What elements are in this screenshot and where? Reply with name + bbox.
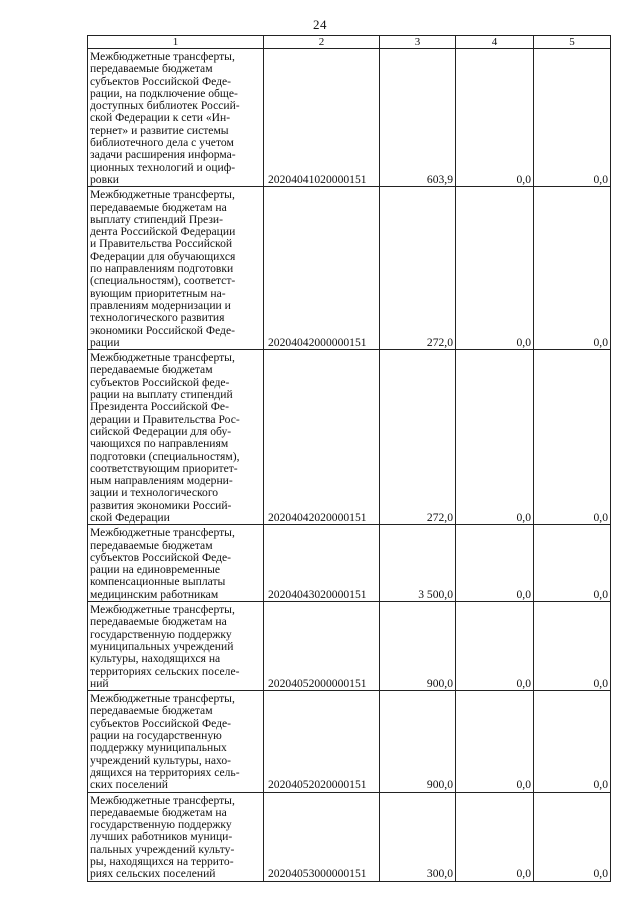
transfer-name-cell <box>88 350 264 525</box>
transfer-name-line: передаваемые бюджетам <box>90 704 213 718</box>
transfer-name-line: задачи расширения информа- <box>90 148 236 162</box>
amount-col-5-cell: 0,0 <box>534 792 611 881</box>
table-row <box>88 525 611 602</box>
page-number: 24 <box>313 17 327 32</box>
transfer-name-line: пальных учреждений культу- <box>90 842 235 856</box>
transfer-name-line: поддержку муниципальных <box>90 741 227 755</box>
table-header <box>88 36 611 49</box>
table-row <box>88 187 611 350</box>
budget-code-cell: 20204042000000151 <box>264 187 380 350</box>
transfer-name-line: ской Федерации к сети «Ин- <box>90 111 231 125</box>
transfer-name-line: подготовки (специальностям), <box>90 449 240 463</box>
transfer-name-line: передаваемые бюджетам на <box>90 200 227 214</box>
header-col-3: 3 <box>380 36 456 49</box>
amount-col-5-cell: 0,0 <box>534 691 611 792</box>
transfer-name-line: по направлениям подготовки <box>90 262 234 276</box>
transfer-name-line: государственную поддержку <box>90 627 232 641</box>
transfer-name-line: зации и технологического <box>90 486 219 500</box>
transfer-name-line: субъектов Российской Феде- <box>90 74 232 88</box>
transfer-name-line: передаваемые бюджетам на <box>90 805 227 819</box>
transfer-name-line: культуры, находящихся на <box>90 652 221 666</box>
transfer-name-line: Межбюджетные трансферты, <box>90 351 235 365</box>
amount-col-5-cell: 0,0 <box>534 49 611 187</box>
table-row <box>88 49 611 187</box>
transfer-name-line: и Правительства Российской <box>90 237 233 251</box>
transfer-name-line: дящихся на территориях сель- <box>90 765 240 779</box>
transfer-name-line: развития экономики Россий- <box>90 498 232 512</box>
header-col-4: 4 <box>456 36 534 49</box>
budget-code-cell: 20204043020000151 <box>264 525 380 602</box>
header-col-1: 1 <box>88 36 264 49</box>
transfer-name-cell <box>88 691 264 792</box>
transfer-name-line: тернет» и развитие системы <box>90 123 229 137</box>
transfer-name-cell <box>88 525 264 602</box>
transfer-name-line: экономики Российской Феде- <box>90 323 235 337</box>
amount-col-3-cell: 603,9 <box>380 49 456 187</box>
table-body <box>88 49 611 882</box>
header-col-5: 5 <box>534 36 611 49</box>
amount-col-5-cell: 0,0 <box>534 187 611 350</box>
transfer-name-line: рации, на подключение обще- <box>90 86 238 100</box>
transfer-name-cell <box>88 602 264 691</box>
table-row <box>88 691 611 792</box>
transfer-name-line: передаваемые бюджетам <box>90 62 213 76</box>
transfer-name-line: компенсационные выплаты <box>90 575 226 589</box>
transfer-name-line: субъектов Российской Феде- <box>90 716 232 730</box>
transfer-name-line: ным направлениям модерни- <box>90 474 233 488</box>
transfer-name-line: риях сельских поселений <box>90 867 216 881</box>
transfer-name-line: дерации и Правительства Рос- <box>90 412 240 426</box>
transfer-name-line: передаваемые бюджетам на <box>90 615 227 629</box>
transfer-name-line: (специальностям), соответст- <box>90 274 236 288</box>
transfer-name-cell <box>88 792 264 881</box>
amount-col-5-cell: 0,0 <box>534 350 611 525</box>
transfer-name-line: учреждений культуры, нахо- <box>90 753 231 767</box>
transfer-name-line: ровки <box>90 172 119 186</box>
transfer-name-line: муниципальных учреждений <box>90 639 234 653</box>
transfer-name-line: сийской Федерации для обу- <box>90 424 232 438</box>
transfer-name-line: рации на выплату стипендий <box>90 388 233 402</box>
budget-code-cell: 20204052020000151 <box>264 691 380 792</box>
transfer-name-line: субъектов Российской феде- <box>90 375 230 389</box>
transfer-name-line: лучших работников муници- <box>90 830 233 844</box>
transfer-name-line: передаваемые бюджетам <box>90 363 213 377</box>
transfer-name-line: ний <box>90 676 109 690</box>
transfer-name-line: технологического развития <box>90 311 225 325</box>
table-row <box>88 350 611 525</box>
amount-col-4-cell: 0,0 <box>456 602 534 691</box>
amount-col-5-cell: 0,0 <box>534 602 611 691</box>
transfer-name-line: территориях сельских поселе- <box>90 664 240 678</box>
transfer-name-line: правлениям модернизации и <box>90 298 231 312</box>
transfer-name-line: Межбюджетные трансферты, <box>90 793 235 807</box>
amount-col-4-cell: 0,0 <box>456 691 534 792</box>
transfer-name-line: субъектов Российской Феде- <box>90 550 232 564</box>
transfer-name-line: Межбюджетные трансферты, <box>90 603 235 617</box>
transfer-name-line: рации на единовременные <box>90 563 221 577</box>
amount-col-3-cell: 300,0 <box>380 792 456 881</box>
transfer-name-line: Межбюджетные трансферты, <box>90 188 235 202</box>
transfer-name-line: Федерации для обучающихся <box>90 249 236 263</box>
amount-col-4-cell: 0,0 <box>456 350 534 525</box>
amount-col-4-cell: 0,0 <box>456 525 534 602</box>
transfer-name-line: чающихся по направлениям <box>90 437 229 451</box>
budget-code-cell: 20204052000000151 <box>264 602 380 691</box>
transfer-name-cell <box>88 49 264 187</box>
amount-col-3-cell: 3 500,0 <box>380 525 456 602</box>
table-row <box>88 792 611 881</box>
transfer-name-line: медицинским работникам <box>90 587 219 601</box>
amount-col-4-cell: 0,0 <box>456 49 534 187</box>
transfer-name-line: Президента Российской Фе- <box>90 400 229 414</box>
budget-code-cell: 20204041020000151 <box>264 49 380 187</box>
budget-code-cell: 20204042020000151 <box>264 350 380 525</box>
transfer-name-line: библиотечного дела с учетом <box>90 136 234 150</box>
amount-col-3-cell: 272,0 <box>380 350 456 525</box>
transfer-name-line: ских поселений <box>90 778 168 792</box>
transfer-name-line: ской Федерации <box>90 510 170 524</box>
budget-table <box>87 35 611 882</box>
transfer-name-line: Межбюджетные трансферты, <box>90 692 235 706</box>
transfer-name-line: рации <box>90 335 120 349</box>
header-col-2: 2 <box>264 36 380 49</box>
transfer-name-line: государственную поддержку <box>90 818 232 832</box>
transfer-name-line: соответствующим приоритет- <box>90 461 238 475</box>
amount-col-4-cell: 0,0 <box>456 792 534 881</box>
amount-col-3-cell: 900,0 <box>380 602 456 691</box>
amount-col-3-cell: 272,0 <box>380 187 456 350</box>
amount-col-3-cell: 900,0 <box>380 691 456 792</box>
transfer-name-line: ры, находящихся на террито- <box>90 855 234 868</box>
transfer-name-line: вующим приоритетным на- <box>90 286 226 300</box>
transfer-name-line: Межбюджетные трансферты, <box>90 50 235 63</box>
budget-code-cell: 20204053000000151 <box>264 792 380 881</box>
table-row <box>88 602 611 691</box>
transfer-name-line: Межбюджетные трансферты, <box>90 526 235 540</box>
transfer-name-line: дента Российской Федерации <box>90 225 236 239</box>
amount-col-5-cell: 0,0 <box>534 525 611 602</box>
transfer-name-line: рации на государственную <box>90 729 222 743</box>
amount-col-4-cell: 0,0 <box>456 187 534 350</box>
transfer-name-line: доступных библиотек Россий- <box>90 99 240 113</box>
transfer-name-line: передаваемые бюджетам <box>90 538 213 552</box>
header-row <box>88 36 611 49</box>
transfer-name-line: ционных технологий и оциф- <box>90 160 236 174</box>
transfer-name-cell <box>88 187 264 350</box>
transfer-name-line: выплату стипендий Прези- <box>90 212 223 226</box>
